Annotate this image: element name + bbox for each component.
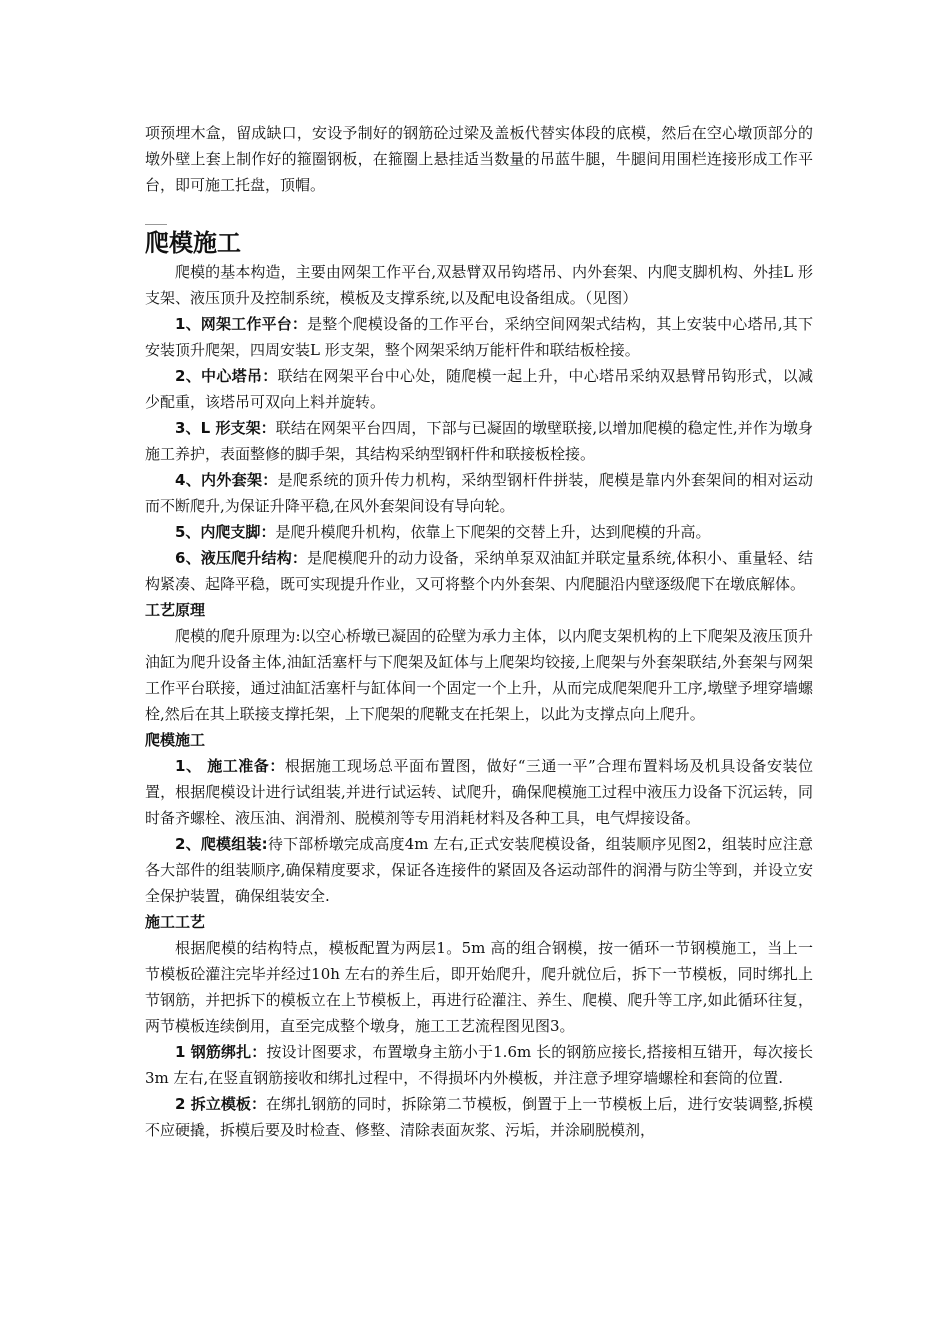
construction-text: 待下部桥墩完成高度4m 左右,正式安装爬模设备，组装顺序见图2，组装时应注意各大部件的组装顺序,确保精度要求，保证各连接件的紧固及各运动部件的润滑与防尘等到，并设立安全保护装置，确保组装安全. [145, 835, 813, 905]
process-item [145, 1039, 813, 1091]
document-page [145, 120, 813, 1143]
principle-paragraph: 爬模的爬升原理为:以空心桥墩已凝固的砼壁为承力主体，以内爬支架机构的上下爬架及液压顶升油缸为爬升设备主体,油缸活塞杆与下爬架及缸体与上爬架均铰接,上爬架与外套架联结,外套架与网架工作平台联接，通过油缸活塞杆与缸体间一个固定一个上升，从而完成爬架爬升工序,墩壁予埋穿墙螺栓,然后在其上联接支撑托架，上下爬架的爬靴支在托架上，以此为支撑点向上爬升。 [145, 627, 813, 723]
process-text: 按设计图要求，布置墩身主筋小于1.6m 长的钢筋应接长,搭接相互错开，每次接长3m 左右,在竖直钢筋接收和绑扎过程中，不得损坏内外模板，并注意予埋穿墙螺栓和套筒的位置. [145, 1043, 813, 1087]
component-label: 1、网架工作平台： [175, 315, 308, 333]
component-text: 联结在网架平台中心处，随爬模一起上升，中心塔吊采纳双悬臂吊钩形式，以减少配重，该塔吊可双向上料并旋转。 [145, 367, 813, 411]
component-label: 6、液压爬升结构： [175, 549, 308, 567]
intro-paragraph: 项预埋木盒，留成缺口，安设予制好的钢筋砼过梁及盖板代替实体段的底模，然后在空心墩顶部分的墩外壁上套上制作好的箍圈钢板，在箍圈上悬挂适当数量的吊蓝牛腿，牛腿间用围栏连接形成工作平台，即可施工托盘，顶帽。 [145, 124, 813, 194]
construction-heading: 爬模施工 [145, 731, 206, 749]
construction-item [145, 753, 813, 831]
process-label: 1 钢筋绑扎： [175, 1043, 267, 1061]
component-item [145, 415, 813, 467]
process-paragraph: 根据爬模的结构特点，模板配置为两层1。5m 高的组合钢模，按一循环一节钢模施工，当上一节模板砼灌注完毕并经过10h 左右的养生后，即开始爬升，爬升就位后，拆下一节模板，同时绑扎上节钢筋，并把拆下的模板立在上节模板上，再进行砼灌注、养生、爬模、爬升等工序,如此循环往复，两节模板连续倒用，直至完成整个墩身，施工工艺流程图见图3。 [145, 939, 813, 1035]
process-text: 在绑扎钢筋的同时，拆除第二节模板，倒置于上一节模板上后，进行安装调整,拆模不应硬撬，拆模后要及时检查、修整、清除表面灰浆、污垢，并涂刷脱模剂， [145, 1095, 813, 1139]
component-text: 是爬升模爬升机构，依靠上下爬架的交替上升，达到爬模的升高。 [275, 523, 711, 541]
heading-rule [145, 224, 167, 225]
process-label: 2 拆立模板： [175, 1095, 267, 1113]
component-item [145, 311, 813, 363]
component-item [145, 545, 813, 597]
component-text: 是整个爬模设备的工作平台，采纳空间网架式结构，其上安装中心塔吊,其下安装顶升爬架，四周安装L 形支架，整个网架采纳万能杆件和联结板栓接。 [145, 315, 813, 359]
component-label: 2、中心塔吊： [175, 367, 278, 385]
component-text: 是爬系统的顶升传力机构，采纳型钢杆件拼装，爬模是靠内外套架间的相对运动而不断爬升,为保证升降平稳,在风外套架间设有导向轮。 [145, 471, 813, 515]
component-item [145, 519, 813, 545]
component-item [145, 363, 813, 415]
component-label: 5、内爬支脚： [175, 523, 276, 541]
construction-label: 2、爬模组装: [175, 835, 268, 853]
overview-paragraph: 爬模的基本构造，主要由网架工作平台,双悬臂双吊钩塔吊、内外套架、内爬支脚机构、外挂L 形支架、液压顶升及控制系统，模板及支撑系统,以及配电设备组成。（见图） [145, 263, 813, 307]
component-item [145, 467, 813, 519]
component-text: 联结在网架平台四周，下部与已凝固的墩壁联接,以增加爬模的稳定性,并作为墩身施工养护，表面整修的脚手架，其结构采纳型钢杆件和联接板栓接。 [145, 419, 813, 463]
principle-heading: 工艺原理 [145, 601, 206, 619]
process-item [145, 1091, 813, 1143]
components-list [145, 311, 813, 597]
component-label: 3、L 形支架： [175, 419, 276, 437]
section-title: 爬模施工 [145, 229, 241, 257]
construction-text: 根据施工现场总平面布置图，做好“三通一平”合理布置料场及机具设备安装位置，根据爬模设计进行试组装,并进行试运转、试爬升，确保爬模施工过程中液压力设备下沉运转，同时备齐螺栓、液压油、润滑剂、脱模剂等专用消耗材料及各种工具，电气焊接设备。 [145, 757, 813, 827]
component-label: 4、内外套架： [175, 471, 278, 489]
construction-label: 1、 施工准备： [175, 757, 285, 775]
component-text: 是爬模爬升的动力设备，采纳单泵双油缸并联定量系统,体积小、重量轻、结构紧凑、起降平稳，既可实现提升作业，又可将整个内外套架、内爬腿沿内壁逐级爬下在墩底解体。 [145, 549, 813, 593]
process-heading: 施工工艺 [145, 913, 206, 931]
construction-item [145, 831, 813, 909]
